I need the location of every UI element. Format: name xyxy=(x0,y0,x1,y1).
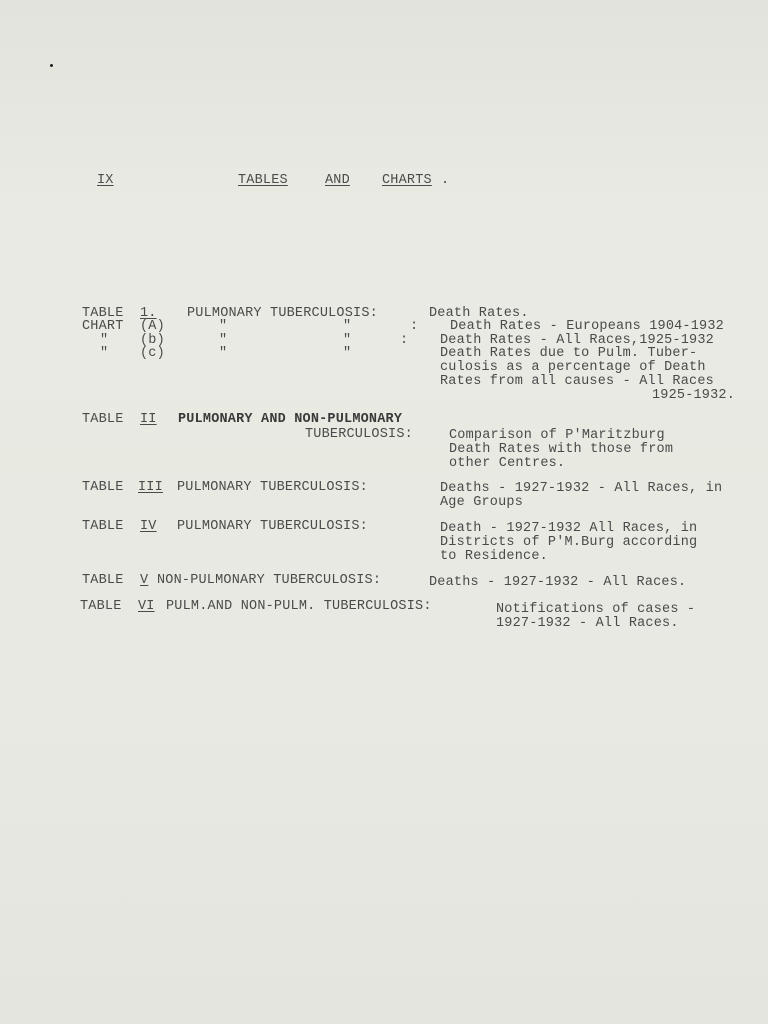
table1-number: 1. xyxy=(140,306,157,321)
table4-label: TABLE xyxy=(82,519,124,534)
chart-a-colon: : xyxy=(410,319,419,334)
table6-label: TABLE xyxy=(80,599,122,614)
chart-a-ditto-2: " xyxy=(343,319,352,334)
table3-subject: PULMONARY TUBERCULOSIS: xyxy=(177,480,368,495)
table1-description: Death Rates. xyxy=(429,306,529,321)
chart-c-ditto-1: " xyxy=(219,346,228,361)
paper-speck xyxy=(50,64,53,67)
table5-description: Deaths - 1927-1932 - All Races. xyxy=(429,575,687,590)
table6-number: VI xyxy=(138,599,155,614)
table1-label: TABLE xyxy=(82,306,124,321)
chart-b-sub: (b) xyxy=(140,333,165,348)
table5-subject: NON-PULMONARY TUBERCULOSIS: xyxy=(157,573,382,588)
chart-a-label: CHART xyxy=(82,319,124,334)
table5-number: V xyxy=(140,573,149,588)
table3-description-line-1: Deaths - 1927-1932 - All Races, in xyxy=(440,481,723,496)
chart-c-description-line-1: Death Rates due to Pulm. Tuber- xyxy=(440,346,698,361)
chart-b-ditto-1: " xyxy=(219,333,228,348)
chart-c-ditto-2: " xyxy=(343,346,352,361)
table3-number: III xyxy=(138,480,163,495)
chart-b-colon: : xyxy=(400,333,409,348)
chart-b-ditto-2: " xyxy=(343,333,352,348)
table2-description-line-1: Comparison of P'Maritzburg xyxy=(449,428,665,443)
chart-b-description: Death Rates - All Races,1925-1932 xyxy=(440,333,714,348)
heading-word-charts: CHARTS xyxy=(382,173,432,188)
table6-description-line-2: 1927-1932 - All Races. xyxy=(496,616,679,631)
table2-subject-line-1: PULMONARY AND NON-PULMONARY xyxy=(178,412,403,427)
table2-description-line-2: Death Rates with those from xyxy=(449,442,674,457)
section-number: IX xyxy=(97,173,114,188)
table4-description-line-1: Death - 1927-1932 All Races, in xyxy=(440,521,698,536)
chart-c-description-line-4: 1925-1932. xyxy=(652,388,736,403)
table2-number: II xyxy=(140,412,157,427)
table5-label: TABLE xyxy=(82,573,124,588)
chart-c-description-line-3: Rates from all causes - All Races xyxy=(440,374,714,389)
table3-description-line-2: Age Groups xyxy=(440,495,524,510)
table3-label: TABLE xyxy=(82,480,124,495)
chart-a-sub: (A) xyxy=(140,319,165,334)
table4-description-line-3: to Residence. xyxy=(440,549,548,564)
table1-subject: PULMONARY TUBERCULOSIS: xyxy=(187,306,378,321)
table6-subject: PULM.AND NON-PULM. TUBERCULOSIS: xyxy=(166,599,432,614)
table6-description-line-1: Notifications of cases - xyxy=(496,602,696,617)
chart-c-label: " xyxy=(100,346,109,361)
table4-number: IV xyxy=(140,519,157,534)
chart-c-description-line-2: culosis as a percentage of Death xyxy=(440,360,706,375)
chart-b-label: " xyxy=(100,333,109,348)
heading-word-tables: TABLES xyxy=(238,173,288,188)
chart-a-description: Death Rates - Europeans 1904-1932 xyxy=(450,319,724,334)
table2-subject-line-2: TUBERCULOSIS: xyxy=(305,427,413,442)
table2-description-line-3: other Centres. xyxy=(449,456,566,471)
chart-c-sub: (c) xyxy=(140,346,165,361)
table2-label: TABLE xyxy=(82,412,124,427)
chart-a-ditto-1: " xyxy=(219,319,228,334)
heading-word-and: AND xyxy=(325,173,350,188)
heading-period: . xyxy=(441,173,450,188)
table4-subject: PULMONARY TUBERCULOSIS: xyxy=(177,519,368,534)
table4-description-line-2: Districts of P'M.Burg according xyxy=(440,535,698,550)
